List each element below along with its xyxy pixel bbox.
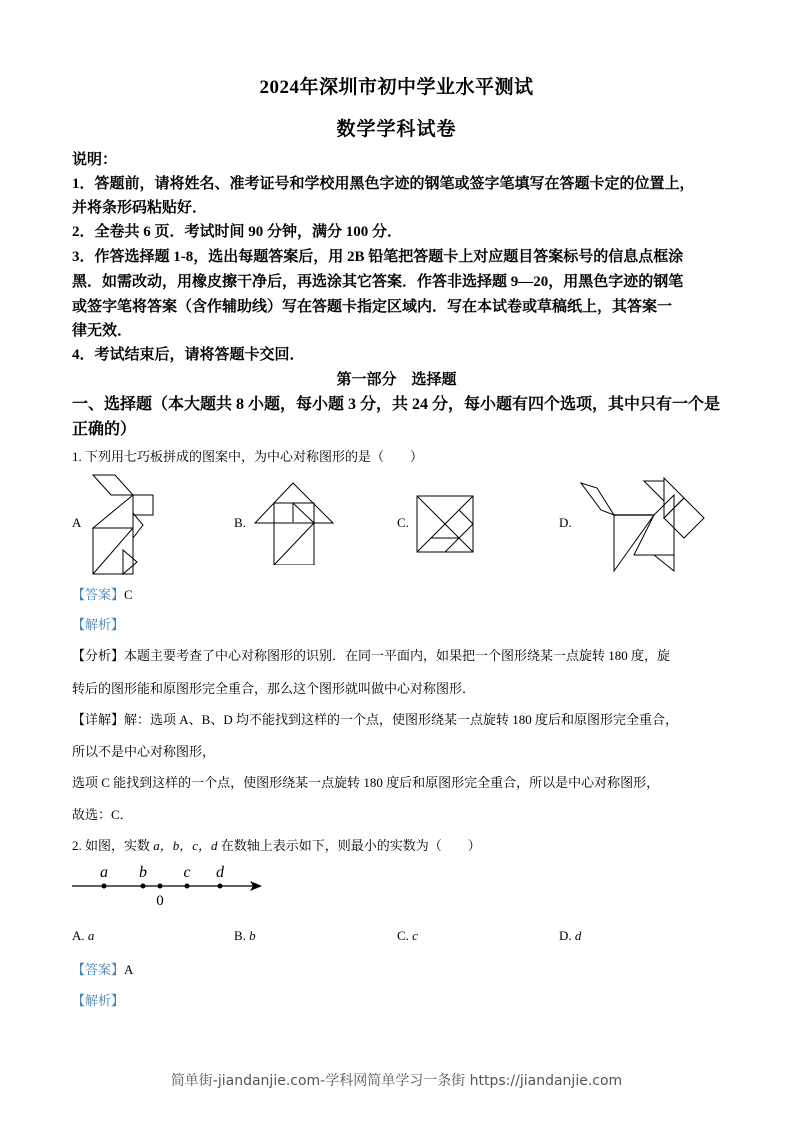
xiangjie-text: 解：选项 A、B、D 均不能找到这样的一个点，使图形绕某一点旋转 180 度后和原图形完全重合， [124, 712, 678, 727]
option-label: D. [559, 928, 572, 943]
number-line [70, 858, 270, 908]
instruction-line: 3．作答选择题 1-8，选出每题答案后，用 2B 铅笔把答题卡上对应题目答案标号的信息点框涂 [72, 249, 684, 265]
fenxi-tag: 【分析】 [72, 648, 125, 663]
point-label-b: b [139, 864, 147, 881]
point-label-d: d [216, 864, 224, 881]
instruction-line: 1．答题前，请将姓名、准考证号和学校用黑色字迹的钢笔或签字笔填写在答题卡定的位置上， [72, 176, 695, 192]
q1-analysis-tag: 【解析】 [72, 617, 125, 632]
instruction-line: 4．考试结束后，请将答题卡交回． [72, 347, 305, 363]
answer-tag: 【答案】 [72, 587, 125, 602]
q2-option-c [397, 928, 418, 944]
q2-option-d [559, 928, 581, 944]
tangram-figure-b [253, 481, 335, 565]
q1-fenxi-line1 [72, 644, 732, 668]
option-var: a [87, 928, 95, 943]
stem-vars: a，b，c，d [153, 838, 218, 853]
exam-subtitle: 数学学科试卷 [336, 119, 457, 140]
instruction-line: 2．全卷共 6 页．考试时间 90 分钟，满分 100 分． [72, 224, 403, 240]
exam-title: 2024年深圳市初中学业水平测试 [259, 77, 534, 98]
instruction-line: 黑．如需改动，用橡皮擦干净后，再选涂其它答案．作答非选择题 9—20，用黑色字迹的钢笔 [72, 274, 684, 290]
option-a-label: A [72, 515, 82, 530]
option-label: A. [72, 928, 85, 943]
option-var: b [249, 928, 256, 943]
section-heading: 一、选择题（本大题共 8 小题，每小题 3 分，共 24 分，每小题有四个选项，其中只有一个是 [72, 396, 721, 413]
tangram-figure-a [85, 470, 155, 575]
q1-xiangjie-line4: 故选：C． [72, 807, 133, 822]
option-b-label: B. [234, 515, 246, 530]
q2-answer [72, 958, 732, 982]
instruction-line: 律无效． [72, 323, 133, 339]
question-1-stem: 1. 下列用七巧板拼成的图案中，为中心对称图形的是（ ） [72, 449, 424, 464]
answer-value: A [124, 962, 134, 977]
option-var: c [412, 928, 418, 943]
zero-label: 0 [156, 893, 164, 908]
q1-xiangjie-line2: 所以不是中心对称图形， [72, 744, 216, 759]
instruction-line: 或签字笔将答案（含作辅助线）写在答题卡指定区域内．写在本试卷或草稿纸上，其答案一 [72, 299, 673, 315]
q2-option-a [72, 928, 94, 944]
stem-post: 在数轴上表示如下，则最小的实数为（ ） [217, 838, 481, 853]
instructions-label: 说明： [72, 152, 118, 168]
tangram-figure-c [416, 495, 474, 553]
answer-value: C [124, 587, 133, 602]
fenxi-text: 本题主要考查了中心对称图形的识别．在同一平面内，如果把一个图形绕某一点旋转 180 度，旋 [124, 648, 671, 663]
q1-xiangjie-line3: 选项 C 能找到这样的一个点，使图形绕某一点旋转 180 度后和原图形完全重合，所以是中心对称图形， [72, 775, 660, 790]
question-2-stem [72, 834, 732, 858]
footer-watermark: 简单街-jiandanjie.com-学科网简单学习一条街 https://jiandanjie.com [170, 1073, 623, 1089]
instruction-line: 并将条形码粘贴好． [72, 200, 208, 216]
tangram-figure-d [578, 475, 708, 575]
q2-option-b [234, 928, 256, 944]
stem-pre: 2. 如图，实数 [72, 838, 154, 853]
option-c-label: C. [397, 515, 409, 530]
point-label-c: c [183, 864, 191, 881]
answer-tag: 【答案】 [72, 962, 125, 977]
q1-fenxi-line2: 转后的图形能和原图形完全重合，那么这个图形就叫做中心对称图形． [72, 681, 476, 696]
option-var: d [574, 928, 582, 943]
option-d-label: D. [559, 515, 572, 530]
point-label-a: a [100, 864, 108, 881]
q1-answer [72, 583, 732, 607]
option-label: B. [234, 928, 246, 943]
q2-analysis-tag: 【解析】 [72, 993, 125, 1008]
section-heading-cont: 正确的） [72, 421, 137, 438]
xiangjie-tag: 【详解】 [72, 712, 125, 727]
option-label: C. [397, 928, 409, 943]
part-title: 第一部分 选择题 [336, 372, 457, 388]
q1-xiangjie-line1 [72, 708, 732, 732]
